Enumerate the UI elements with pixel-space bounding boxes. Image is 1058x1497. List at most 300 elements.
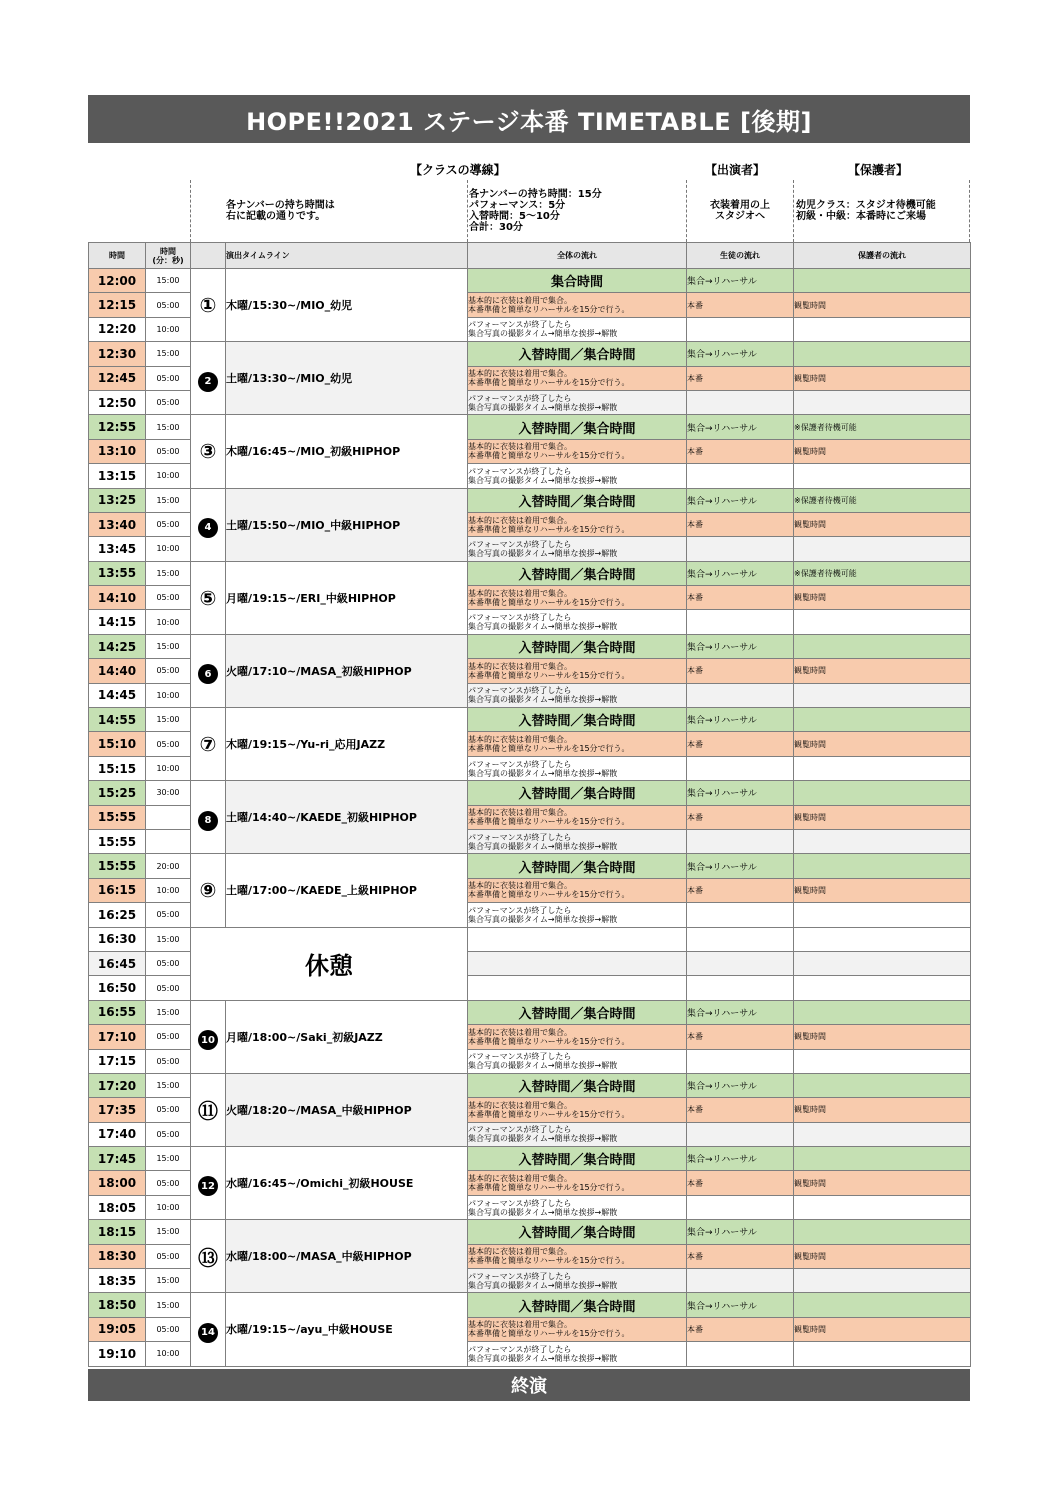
student-cell: 本番	[687, 586, 794, 610]
table-row	[89, 561, 971, 585]
class-name: 土曜/14:40~/KAEDE_初級HIPHOP	[226, 781, 468, 854]
student-cell	[687, 1269, 794, 1293]
guardian-cell: 観覧時間	[794, 1098, 971, 1122]
duration-cell: 15:00	[146, 708, 191, 732]
col-guardian: 保護者の流れ	[794, 243, 971, 269]
guardian-cell: ※保護者待機可能	[794, 415, 971, 439]
duration-cell: 05:00	[146, 586, 191, 610]
duration-cell: 30:00	[146, 781, 191, 805]
duration-cell: 05:00	[146, 659, 191, 683]
overall-cell: パフォーマンスが終了したら 集合写真の撮影タイム→簡単な挨拶→解散	[468, 1269, 687, 1293]
time-cell: 12:30	[89, 342, 146, 366]
overall-cell: 基本的に衣装は着用で集合。 本番準備と簡単なリハーサルを15分で行う。	[468, 1098, 687, 1122]
duration-cell	[146, 805, 191, 829]
overall-cell: 基本的に衣装は着用で集合。 本番準備と簡単なリハーサルを15分で行う。	[468, 1171, 687, 1195]
duration-cell: 10:00	[146, 683, 191, 707]
divider	[686, 180, 687, 242]
overall-cell: パフォーマンスが終了したら 集合写真の撮影タイム→簡単な挨拶→解散	[468, 903, 687, 927]
table-row	[89, 781, 971, 805]
col-overall: 全体の流れ	[468, 243, 687, 269]
time-cell: 14:10	[89, 586, 146, 610]
time-cell: 14:15	[89, 610, 146, 634]
col-time: 時間	[89, 243, 146, 269]
time-cell: 16:55	[89, 1000, 146, 1024]
time-cell: 13:25	[89, 488, 146, 512]
time-cell: 13:45	[89, 537, 146, 561]
table-row	[89, 634, 971, 658]
guardian-cell	[794, 1220, 971, 1244]
guardian-cell: ※保護者待機可能	[794, 488, 971, 512]
divider	[969, 180, 970, 242]
guardian-cell	[794, 1147, 971, 1171]
class-name: 火曜/18:20~/MASA_中級HIPHOP	[226, 1073, 468, 1146]
timetable-body	[89, 269, 971, 1367]
number-badge	[191, 781, 226, 854]
number-label: ⑨	[199, 878, 217, 903]
student-cell	[687, 317, 794, 341]
number-badge	[191, 854, 226, 927]
overall-cell: パフォーマンスが終了したら 集合写真の撮影タイム→簡単な挨拶→解散	[468, 610, 687, 634]
guardian-cell	[794, 610, 971, 634]
time-cell: 15:15	[89, 756, 146, 780]
duration-cell: 15:00	[146, 1269, 191, 1293]
guardian-cell	[794, 829, 971, 853]
overall-cell	[468, 976, 687, 1000]
time-cell: 18:35	[89, 1269, 146, 1293]
duration-cell: 15:00	[146, 269, 191, 293]
number-label: ⑤	[199, 585, 217, 610]
duration-cell: 05:00	[146, 903, 191, 927]
class-name: 月曜/19:15~/ERI_中級HIPHOP	[226, 561, 468, 634]
overall-cell: パフォーマンスが終了したら 集合写真の撮影タイム→簡単な挨拶→解散	[468, 390, 687, 414]
student-cell: 集合→リハーサル	[687, 1220, 794, 1244]
time-cell: 15:55	[89, 805, 146, 829]
student-cell: 集合→リハーサル	[687, 781, 794, 805]
number-label: ⑪	[198, 1099, 218, 1124]
student-cell: 本番	[687, 878, 794, 902]
overall-cell: 入替時間／集合時間	[468, 1293, 687, 1317]
overall-cell: 基本的に衣装は着用で集合。 本番準備と簡単なリハーサルを15分で行う。	[468, 805, 687, 829]
guardian-cell	[794, 903, 971, 927]
duration-cell: 15:00	[146, 342, 191, 366]
time-cell: 15:25	[89, 781, 146, 805]
number-label: ⑬	[198, 1245, 218, 1270]
divider	[793, 180, 794, 242]
overall-cell: 基本的に衣装は着用で集合。 本番準備と簡単なリハーサルを15分で行う。	[468, 878, 687, 902]
guardian-cell: 観覧時間	[794, 659, 971, 683]
time-cell: 12:15	[89, 293, 146, 317]
number-badge	[191, 561, 226, 634]
guardian-cell: ※保護者待機可能	[794, 561, 971, 585]
number-badge	[191, 1220, 226, 1293]
student-cell: 集合→リハーサル	[687, 561, 794, 585]
student-cell: 集合→リハーサル	[687, 342, 794, 366]
guardian-cell: 観覧時間	[794, 293, 971, 317]
time-cell: 14:45	[89, 683, 146, 707]
student-cell: 本番	[687, 659, 794, 683]
overall-cell: 集合時間	[468, 269, 687, 293]
duration-cell: 05:00	[146, 390, 191, 414]
guardian-cell: 観覧時間	[794, 805, 971, 829]
class-name: 水曜/19:15~/ayu_中級HOUSE	[226, 1293, 468, 1366]
guardian-cell: 観覧時間	[794, 1025, 971, 1049]
time-cell: 15:55	[89, 829, 146, 853]
student-cell	[687, 683, 794, 707]
guardian-cell	[794, 1073, 971, 1097]
student-cell: 本番	[687, 1171, 794, 1195]
time-cell: 17:15	[89, 1049, 146, 1073]
time-cell: 17:20	[89, 1073, 146, 1097]
number-label: 2	[198, 372, 218, 392]
category-class: 【クラスの導線】	[410, 163, 506, 177]
table-row	[89, 1073, 971, 1097]
student-cell	[687, 951, 794, 975]
guardian-cell	[794, 756, 971, 780]
overall-cell: 入替時間／集合時間	[468, 1220, 687, 1244]
guardian-cell: 観覧時間	[794, 439, 971, 463]
time-cell: 15:10	[89, 732, 146, 756]
overall-cell	[468, 927, 687, 951]
duration-cell: 15:00	[146, 1147, 191, 1171]
time-cell: 12:45	[89, 366, 146, 390]
guardian-cell: 観覧時間	[794, 1171, 971, 1195]
guardian-cell	[794, 1342, 971, 1366]
overall-cell: 基本的に衣装は着用で集合。 本番準備と簡単なリハーサルを15分で行う。	[468, 439, 687, 463]
overall-cell: パフォーマンスが終了したら 集合写真の撮影タイム→簡単な挨拶→解散	[468, 537, 687, 561]
duration-cell: 10:00	[146, 878, 191, 902]
overall-cell: 入替時間／集合時間	[468, 634, 687, 658]
number-label: 4	[198, 518, 218, 538]
student-cell	[687, 829, 794, 853]
class-name: 火曜/17:10~/MASA_初級HIPHOP	[226, 634, 468, 707]
time-cell: 17:45	[89, 1147, 146, 1171]
duration-cell: 20:00	[146, 854, 191, 878]
table-row	[89, 1220, 971, 1244]
duration-cell: 05:00	[146, 512, 191, 536]
class-name: 月曜/18:00~/Saki_初級JAZZ	[226, 1000, 468, 1073]
guardian-cell: 観覧時間	[794, 732, 971, 756]
duration-cell: 10:00	[146, 610, 191, 634]
duration-cell: 05:00	[146, 951, 191, 975]
time-cell: 13:55	[89, 561, 146, 585]
student-cell	[687, 1122, 794, 1146]
category-guardian: 【保護者】	[848, 163, 909, 177]
overall-cell: 入替時間／集合時間	[468, 781, 687, 805]
duration-cell: 10:00	[146, 537, 191, 561]
overall-cell: 基本的に衣装は着用で集合。 本番準備と簡単なリハーサルを15分で行う。	[468, 659, 687, 683]
overall-cell: 基本的に衣装は着用で集合。 本番準備と簡単なリハーサルを15分で行う。	[468, 1025, 687, 1049]
student-cell	[687, 464, 794, 488]
table-row	[89, 1000, 971, 1024]
time-cell: 18:50	[89, 1293, 146, 1317]
overall-cell: パフォーマンスが終了したら 集合写真の撮影タイム→簡単な挨拶→解散	[468, 756, 687, 780]
duration-cell: 15:00	[146, 1220, 191, 1244]
class-name: 水曜/16:45~/Omichi_初級HOUSE	[226, 1147, 468, 1220]
time-cell: 16:50	[89, 976, 146, 1000]
time-cell: 16:15	[89, 878, 146, 902]
student-cell: 本番	[687, 1244, 794, 1268]
time-cell: 19:10	[89, 1342, 146, 1366]
overall-cell: パフォーマンスが終了したら 集合写真の撮影タイム→簡単な挨拶→解散	[468, 683, 687, 707]
duration-cell: 10:00	[146, 1342, 191, 1366]
student-cell: 本番	[687, 512, 794, 536]
guardian-cell: 観覧時間	[794, 586, 971, 610]
duration-cell: 05:00	[146, 293, 191, 317]
time-cell: 18:05	[89, 1195, 146, 1219]
number-label: 14	[198, 1323, 218, 1343]
column-header-row	[89, 243, 971, 269]
duration-cell: 05:00	[146, 1098, 191, 1122]
class-name: 土曜/17:00~/KAEDE_上級HIPHOP	[226, 854, 468, 927]
number-badge	[191, 342, 226, 415]
duration-cell: 10:00	[146, 464, 191, 488]
time-cell: 12:20	[89, 317, 146, 341]
overall-cell: パフォーマンスが終了したら 集合写真の撮影タイム→簡単な挨拶→解散	[468, 1122, 687, 1146]
guardian-cell	[794, 781, 971, 805]
duration-cell: 05:00	[146, 1049, 191, 1073]
overall-cell: パフォーマンスが終了したら 集合写真の撮影タイム→簡単な挨拶→解散	[468, 1049, 687, 1073]
overall-cell: 基本的に衣装は着用で集合。 本番準備と簡単なリハーサルを15分で行う。	[468, 1244, 687, 1268]
duration-cell: 15:00	[146, 561, 191, 585]
overall-cell: 基本的に衣装は着用で集合。 本番準備と簡単なリハーサルを15分で行う。	[468, 1317, 687, 1341]
time-cell: 17:10	[89, 1025, 146, 1049]
student-cell: 集合→リハーサル	[687, 1147, 794, 1171]
duration-cell: 05:00	[146, 1122, 191, 1146]
header-note-performer: 衣装着用の上 スタジオへ	[710, 200, 770, 222]
student-cell: 本番	[687, 1025, 794, 1049]
guardian-cell: 観覧時間	[794, 1317, 971, 1341]
col-timeline: 演出タイムライン	[226, 243, 468, 269]
number-badge	[191, 269, 226, 342]
time-cell: 14:55	[89, 708, 146, 732]
class-name: 木曜/16:45~/MIO_初級HIPHOP	[226, 415, 468, 488]
time-cell: 12:55	[89, 415, 146, 439]
time-cell: 12:00	[89, 269, 146, 293]
student-cell	[687, 537, 794, 561]
time-cell: 13:15	[89, 464, 146, 488]
student-cell	[687, 756, 794, 780]
guardian-cell	[794, 708, 971, 732]
class-name: 水曜/18:00~/MASA_中級HIPHOP	[226, 1220, 468, 1293]
guardian-cell	[794, 1122, 971, 1146]
duration-cell: 10:00	[146, 1195, 191, 1219]
overall-cell: 入替時間／集合時間	[468, 708, 687, 732]
time-cell: 16:30	[89, 927, 146, 951]
footer-end: 終演	[88, 1369, 970, 1401]
guardian-cell: 観覧時間	[794, 366, 971, 390]
guardian-cell	[794, 1000, 971, 1024]
overall-cell: 入替時間／集合時間	[468, 1147, 687, 1171]
time-cell: 19:05	[89, 1317, 146, 1341]
overall-cell: パフォーマンスが終了したら 集合写真の撮影タイム→簡単な挨拶→解散	[468, 317, 687, 341]
time-cell: 18:15	[89, 1220, 146, 1244]
student-cell: 集合→リハーサル	[687, 708, 794, 732]
student-cell: 集合→リハーサル	[687, 488, 794, 512]
number-badge	[191, 634, 226, 707]
duration-cell: 05:00	[146, 1025, 191, 1049]
table-row	[89, 342, 971, 366]
col-student: 生徒の流れ	[687, 243, 794, 269]
time-cell: 12:50	[89, 390, 146, 414]
duration-cell: 05:00	[146, 439, 191, 463]
time-cell: 13:10	[89, 439, 146, 463]
guardian-cell	[794, 976, 971, 1000]
number-label: ③	[199, 439, 217, 464]
duration-cell	[146, 829, 191, 853]
guardian-cell: 観覧時間	[794, 1244, 971, 1268]
student-cell	[687, 976, 794, 1000]
guardian-cell: 観覧時間	[794, 512, 971, 536]
overall-cell: 入替時間／集合時間	[468, 561, 687, 585]
student-cell	[687, 1342, 794, 1366]
overall-cell	[468, 951, 687, 975]
number-badge	[191, 1147, 226, 1220]
duration-cell: 05:00	[146, 366, 191, 390]
number-badge	[191, 1293, 226, 1366]
overall-cell: パフォーマンスが終了したら 集合写真の撮影タイム→簡単な挨拶→解散	[468, 1195, 687, 1219]
duration-cell: 10:00	[146, 756, 191, 780]
guardian-cell	[794, 1269, 971, 1293]
class-name: 木曜/19:15~/Yu-ri_応用JAZZ	[226, 708, 468, 781]
overall-cell: 入替時間／集合時間	[468, 342, 687, 366]
student-cell: 本番	[687, 732, 794, 756]
duration-cell: 15:00	[146, 415, 191, 439]
number-label: ①	[199, 293, 217, 318]
divider	[467, 180, 468, 242]
guardian-cell	[794, 854, 971, 878]
class-name: 土曜/13:30~/MIO_幼児	[226, 342, 468, 415]
time-cell: 16:25	[89, 903, 146, 927]
overall-cell: 入替時間／集合時間	[468, 1000, 687, 1024]
number-badge	[191, 708, 226, 781]
guardian-cell	[794, 537, 971, 561]
student-cell: 本番	[687, 805, 794, 829]
table-row	[89, 854, 971, 878]
overall-cell: 入替時間／集合時間	[468, 1073, 687, 1097]
student-cell: 集合→リハーサル	[687, 415, 794, 439]
number-label: 6	[198, 664, 218, 684]
overall-cell: 入替時間／集合時間	[468, 415, 687, 439]
number-label: 12	[198, 1176, 218, 1196]
duration-cell: 05:00	[146, 976, 191, 1000]
class-name: 土曜/15:50~/MIO_中級HIPHOP	[226, 488, 468, 561]
student-cell: 集合→リハーサル	[687, 1293, 794, 1317]
time-cell: 17:40	[89, 1122, 146, 1146]
guardian-cell	[794, 1049, 971, 1073]
overall-cell: 入替時間／集合時間	[468, 854, 687, 878]
student-cell: 本番	[687, 1098, 794, 1122]
divider	[190, 180, 191, 242]
col-number	[191, 243, 226, 269]
duration-cell: 10:00	[146, 317, 191, 341]
table-row	[89, 269, 971, 293]
student-cell: 集合→リハーサル	[687, 269, 794, 293]
guardian-cell: 観覧時間	[794, 878, 971, 902]
duration-cell: 15:00	[146, 1073, 191, 1097]
number-badge	[191, 415, 226, 488]
guardian-cell	[794, 464, 971, 488]
timetable	[88, 242, 971, 1367]
student-cell: 本番	[687, 1317, 794, 1341]
header-note-per-number: 各ナンバーの持ち時間は 右に記載の通りです。	[226, 200, 335, 222]
header-note-guardian: 幼児クラス：スタジオ待機可能 初級・中級：本番時にご来場	[796, 200, 936, 222]
table-row	[89, 1147, 971, 1171]
student-cell: 本番	[687, 366, 794, 390]
table-row	[89, 927, 971, 951]
time-cell: 14:40	[89, 659, 146, 683]
time-cell: 13:40	[89, 512, 146, 536]
duration-cell: 15:00	[146, 1293, 191, 1317]
page-title: HOPE!!2021 ステージ本番 TIMETABLE [後期]	[88, 95, 970, 143]
duration-cell: 05:00	[146, 732, 191, 756]
overall-cell: 基本的に衣装は着用で集合。 本番準備と簡単なリハーサルを15分で行う。	[468, 366, 687, 390]
guardian-cell	[794, 390, 971, 414]
student-cell	[687, 610, 794, 634]
number-badge	[191, 1000, 226, 1073]
student-cell	[687, 390, 794, 414]
overall-cell: パフォーマンスが終了したら 集合写真の撮影タイム→簡単な挨拶→解散	[468, 829, 687, 853]
table-row	[89, 488, 971, 512]
student-cell: 集合→リハーサル	[687, 634, 794, 658]
time-cell: 16:45	[89, 951, 146, 975]
header-note-flow: 各ナンバーの持ち時間：15分 パフォーマンス：5分 入替時間：5～10分 合計：30分	[469, 189, 602, 233]
duration-cell: 15:00	[146, 1000, 191, 1024]
student-cell	[687, 903, 794, 927]
time-cell: 14:25	[89, 634, 146, 658]
duration-cell: 15:00	[146, 634, 191, 658]
number-label: ⑦	[199, 732, 217, 757]
time-cell: 18:30	[89, 1244, 146, 1268]
table-row	[89, 708, 971, 732]
guardian-cell	[794, 634, 971, 658]
break-label: 休憩	[191, 927, 468, 1000]
category-performer: 【出演者】	[705, 163, 766, 177]
overall-cell: パフォーマンスが終了したら 集合写真の撮影タイム→簡単な挨拶→解散	[468, 1342, 687, 1366]
student-cell	[687, 1049, 794, 1073]
duration-cell: 15:00	[146, 927, 191, 951]
overall-cell: パフォーマンスが終了したら 集合写真の撮影タイム→簡単な挨拶→解散	[468, 464, 687, 488]
overall-cell: 基本的に衣装は着用で集合。 本番準備と簡単なリハーサルを15分で行う。	[468, 732, 687, 756]
number-badge	[191, 1073, 226, 1146]
overall-cell: 基本的に衣装は着用で集合。 本番準備と簡単なリハーサルを15分で行う。	[468, 586, 687, 610]
class-name: 木曜/15:30~/MIO_幼児	[226, 269, 468, 342]
student-cell: 集合→リハーサル	[687, 1073, 794, 1097]
duration-cell: 05:00	[146, 1317, 191, 1341]
duration-cell: 05:00	[146, 1171, 191, 1195]
table-row	[89, 1293, 971, 1317]
student-cell: 本番	[687, 293, 794, 317]
table-row	[89, 415, 971, 439]
guardian-cell	[794, 1195, 971, 1219]
overall-cell: 基本的に衣装は着用で集合。 本番準備と簡単なリハーサルを15分で行う。	[468, 512, 687, 536]
duration-cell: 05:00	[146, 1244, 191, 1268]
guardian-cell	[794, 683, 971, 707]
student-cell: 集合→リハーサル	[687, 1000, 794, 1024]
overall-cell: 基本的に衣装は着用で集合。 本番準備と簡単なリハーサルを15分で行う。	[468, 293, 687, 317]
student-cell	[687, 927, 794, 951]
guardian-cell	[794, 927, 971, 951]
col-duration: 時間 (分：秒)	[146, 243, 191, 269]
duration-cell: 15:00	[146, 488, 191, 512]
number-label: 8	[198, 811, 218, 831]
guardian-cell	[794, 342, 971, 366]
guardian-cell	[794, 1293, 971, 1317]
guardian-cell	[794, 269, 971, 293]
time-cell: 17:35	[89, 1098, 146, 1122]
guardian-cell	[794, 951, 971, 975]
time-cell: 18:00	[89, 1171, 146, 1195]
guardian-cell	[794, 317, 971, 341]
